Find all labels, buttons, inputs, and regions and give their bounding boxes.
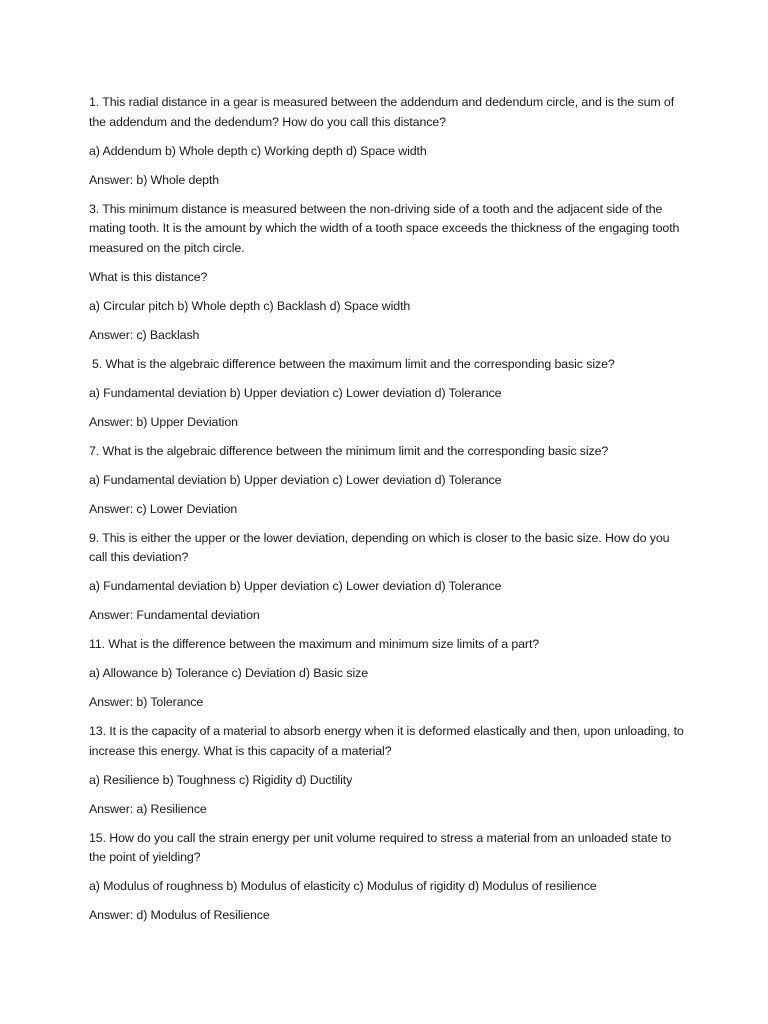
answer-9: Answer: Fundamental deviation: [89, 608, 260, 622]
answer-5: Answer: b) Upper Deviation: [89, 414, 238, 429]
answer-13: Answer: a) Resilience: [89, 801, 207, 816]
choices-15: a) Modulus of roughness b) Modulus of elasticity c) Modulus of rigidity d) Modulus of resilience: [89, 879, 597, 893]
question-7: 7. What is the algebraic difference between the minimum limit and the corresponding basic size?: [89, 443, 609, 458]
choices-11: a) Allowance b) Tolerance c) Deviation d) Basic size: [89, 666, 368, 680]
question-15: 15. How do you call the strain energy per unit volume required to stress a material from an unloaded state to the point of yielding?: [89, 830, 672, 864]
question-13: 13. It is the capacity of a material to absorb energy when it is deformed elastically and then, upon unloading, to increase this energy. What is this capacity of a material?: [89, 724, 684, 758]
question-11: 11. What is the difference between the maximum and minimum size limits of a part?: [89, 637, 540, 651]
choices-1: a) Addendum b) Whole depth c) Working depth d) Space width: [89, 143, 427, 158]
document-body: [89, 93, 689, 935]
choices-13: a) Resilience b) Toughness c) Rigidity d) Ductility: [89, 772, 353, 787]
question-5: 5. What is the algebraic difference between the maximum limit and the corresponding basic size?: [92, 356, 615, 371]
choices-5: a) Fundamental deviation b) Upper deviation c) Lower deviation d) Tolerance: [89, 385, 502, 400]
answer-1: Answer: b) Whole depth: [89, 172, 220, 187]
question-3: 3. This minimum distance is measured between the non-driving side of a tooth and the adjacent side of the mating tooth. It is the amount by which the width of a tooth space exceeds the thickness of the engaging tooth measured on the pitch circle.: [89, 201, 680, 255]
question-9: 9. This is either the upper or the lower deviation, depending on which is closer to the basic size. How do you call this deviation?: [89, 530, 670, 564]
choices-7: a) Fundamental deviation b) Upper deviation c) Lower deviation d) Tolerance: [89, 472, 502, 487]
answer-7: Answer: c) Lower Deviation: [89, 501, 238, 516]
question-3-prompt: What is this distance?: [89, 269, 208, 284]
choices-3: a) Circular pitch b) Whole depth c) Backlash d) Space width: [89, 298, 411, 313]
question-1: 1. This radial distance in a gear is measured between the addendum and dedendum circle, and is the sum of the addendum and the dedendum? How do you call this distance?: [89, 95, 675, 129]
answer-11: Answer: b) Tolerance: [89, 695, 204, 709]
choices-9: a) Fundamental deviation b) Upper deviation c) Lower deviation d) Tolerance: [89, 579, 502, 593]
answer-3: Answer: c) Backlash: [89, 327, 200, 342]
answer-15: Answer: d) Modulus of Resilience: [89, 908, 270, 922]
